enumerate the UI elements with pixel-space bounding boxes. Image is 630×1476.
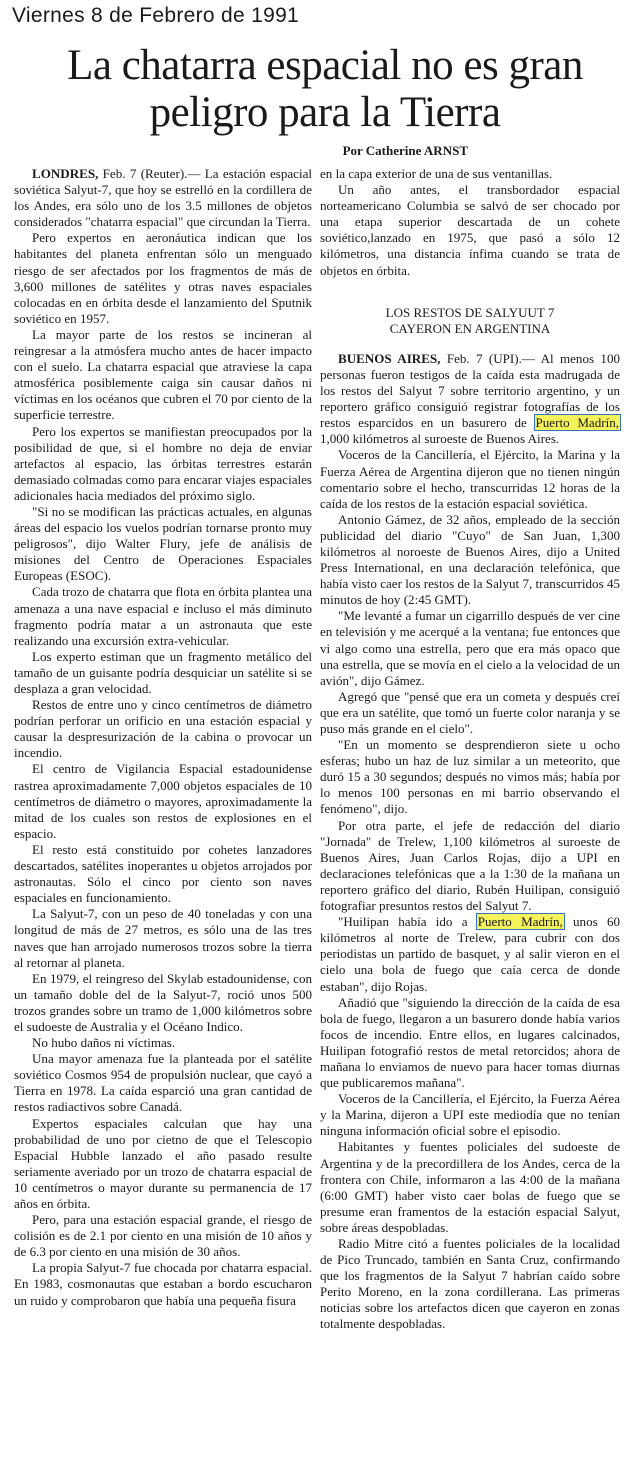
paragraph: Agregó que "pensé que era un cometa y después creí que era un satélite, que tomó un fuerte color naranja y se puso más grande en el cielo". [320,688,620,736]
paragraph: Radio Mitre citó a fuentes policiales de la localidad de Pico Truncado, también en Santa Cruz, confirmando que los fragmentos de la Salyut 7 habrían caído sobre Perito Moreno, en la zona cordillerana. Las primeras noticias sobre los artefactos dicen que cayeron en zonas totalmente despobladas. [320,1236,620,1332]
paragraph: El centro de Vigilancia Espacial estadounidense rastrea aproximadamente 7,000 objetos espaciales de 10 centímetros de diámetro o mayores, aproximadamente la mitad de los cuales son restos de explosiones en el espacio. [14,761,312,841]
paragraph: Los experto estiman que un fragmento metálico del tamaño de un guisante podría desquiciar un satélite si se desplaza a gran velocidad. [14,648,312,696]
paragraph: Antonio Gámez, de 32 años, empleado de la sección publicidad del diario "Cuyo" de San Juan, 1,300 kilómetros al noroeste de Buenos Aires, dijo a United Press International, en una declaración telefónica, que había visto caer los restos de la Salyut 7, transcurridos 45 minutos de hoy (2:45 GMT). [320,511,620,608]
paragraph: Expertos espaciales calculan que hay una probabilidad de uno por cietno de que el Telescopio Espacial Hubble lanzado el año pasado resulte seriamente averiado por un trozo de chatarra espacial de 10 centímetros o mayor durante su permanencia de 17 años en órbita. [14,1115,312,1211]
dateline-london: LONDRES, [32,166,99,181]
paragraph-text: Feb. 7 (Reuter).— La estación espacial soviética Salyut-7, que hoy se estrelló en la cordillera de los Andes, era sólo uno de los 3.5 millones de objetos considerados "chatarra espacial" que circundan la Tierra. [14,166,312,230]
headline: La chatarra espacial no es gran peligro para la Tierra [67,42,583,136]
paragraph: Cada trozo de chatarra que flota en órbita plantea una amenaza a una nave espacial e incluso el más diminuto fragmento podría matar a un astronauta que este realizando una excursión extra-vehicular. [14,584,312,648]
paragraph: Pero los expertos se manifiestan preocupados por la posibilidad de que, si el hombre no deja de enviar artefactos al espacio, las órbitas terrestres estarán demasiado colmadas como para encarar viajes espaciales adicionales hacia mediados del próximo siglo. [14,423,312,503]
byline: Por Catherine ARNST [342,143,468,158]
article-column-right [320,166,620,1333]
paragraph: en la capa exterior de una de sus ventanillas. [320,166,553,181]
paragraph: La mayor parte de los restos se incineran al reingresar a la atmósfera mucho antes de hacer impacto con el suelo. La chatarra espacial que atraviese la capa atmosférica posiblemente caiga sin causar daños ni víctimas en los océanos que cubren el 70 por ciento de la superficie terrestre. [14,326,312,423]
paragraph: La propia Salyut-7 fue chocada por chatarra espacial. En 1983, cosmonautas que estaban a bordo escucharon un ruido y comprobaron que había una pequeña fisura [14,1260,312,1308]
subheading-line-2: CAYERON EN ARGENTINA [389,320,551,336]
subheading [320,305,620,337]
paragraph: Añadió que "siguiendo la dirección de la caída de esa bola de fuego, llegaron a un basurero donde había varios focos de incendio. Entre ellos, en lugares calcinados, Huilipan fotografió restos de metal retorcidos; ahora de mañana lo enviamos de nuevo para hacer tomas diurnas que publicaremos mañana". [320,994,620,1091]
article-column-left [14,166,312,1309]
paragraph: La Salyut-7, con un peso de 40 toneladas y con una longitud de más de 27 metros, es sólo una de las tres naves que han arrojado numerosos trozos sobre la tierra al retornar al planeta. [14,906,312,970]
paragraph: Pero, para una estación espacial grande, el riesgo de colisión es de 2.1 por ciento en una misión de 10 años y de 6.3 por ciento en una misión de 30 años. [14,1212,312,1260]
subheading-line-1: LOS RESTOS DE SALYUUT 7 [385,304,555,320]
dateline-buenos-aires: BUENOS AIRES, [338,350,441,366]
paragraph: Voceros de la Cancillería, el Ejército, la Marina y la Fuerza Aérea de Argentina dijeron que no tienen ningún comentario sobre el hecho, transcurridas 12 horas de la caída de los restos de la estación espacial soviética. [320,447,620,511]
paragraph: Habitantes y fuentes policiales del sudoeste de Argentina y de la precordillera de los Andes, cerca de la frontera con Chile, informaron a las 4:00 de la mañana (6:00 GMT) haber visto caer bolas de fuego que se presume eran framentos de la estación espacial Salyut, sobre áreas despobladas. [320,1139,620,1235]
paragraph: Pero expertos en aeronáutica indican que los habitantes del planeta enfrentan sólo un menguado riesgo de ser afectados por los fragmentos de más de 3,600 millones de satélites y otras naves espaciales colocadas en en órbita desde el lanzamiento del Sputnik soviético en 1957. [14,230,312,326]
paragraph: En 1979, el reingreso del Skylab estadounidense, con un tamaño doble del de la Salyut-7, roció unos 500 trozos grandes sobre un tramo de 1,000 kilómetros sobre el sudoeste de Australia y el Océano Indico. [14,970,312,1034]
paragraph: No hubo daños ni víctimas. [32,1035,176,1051]
paragraph: Por otra parte, el jefe de redacción del diario "Jornada" de Trelew, 1,100 kilómetros al suroeste de Buenos Aires, Juan Carlos Rojas, dijo a UPI en declaraciones telefónicas que a la 1:30 de la mañana un reportero gráfico del diario, Rubén Huilipan, consiguió fotografiar presuntos restos del Salyut 7. [320,817,620,914]
paragraph [320,351,620,448]
paragraph: Un año antes, el transbordador espacial norteamericano Columbia se salvó de ser chocado por una etapa superior descartada de un cohete soviético,lanzado en 1975, que pasó a sólo 12 kilómetros, una distancia ínfima cuando se trata de objetos en órbita. [320,182,620,278]
paragraph [14,166,312,230]
paragraph: Una mayor amenaza fue la planteada por el satélite soviético Cosmos 954 de propulsión nuclear, que cayó a Tierra en 1978. La caída esparció una gran cantidad de restos radiactivos sobre Canadá. [14,1051,312,1115]
highlighted-place: Puerto Madrín, [535,415,620,431]
paragraph: El resto está constituido por cohetes lanzadores descartados, satélites inoperantes u objetos arrojados por astronautas. Sólo el cinco por ciento son naves espaciales en funcionamiento. [14,841,312,906]
paragraph: "En un momento se desprendieron siete u ocho esferas; hubo un haz de luz similar a un meteorito, que duró 15 a 30 segundos; después no vimos más; había por lo menos 100 personas en mi barrio observando el fenómeno", dijo. [320,737,620,817]
paragraph-text: Feb. 7 (UPI).— Al menos 100 personas fueron testigos de la caída esta madrugada de los restos del Salyut 7 sobre territorio argentino, y un reportero gráfico consiguió registrar fotografías de los restos esparcidos en un basurero de [320,350,620,431]
paragraph-text: unos 60 kilómetros al norte de Trelew, para cubrir con dos periodistas un partido de basquet, y al salir vieron en el cielo una bola de fuego que caía cerca de donde estaban", dijo Rojas. [320,914,620,994]
paragraph-text: 1,000 kilómetros al suroeste de Buenos Aires. [320,431,560,447]
paragraph: Voceros de la Cancillería, el Ejército, la Fuerza Aérea y la Marina, dijeron a UPI este mediodía que no tenían ninguna información oficial sobre el episodio. [320,1091,620,1139]
dateline: Viernes 8 de Febrero de 1991 [12,4,300,27]
paragraph: Restos de entre uno y cinco centímetros de diámetro podrían perforar un orificio en una estación espacial y causar la despresurización de la cabina o provocar un incendio. [14,697,312,761]
paragraph: "Me levanté a fumar un cigarrillo después de ver cine en televisión y me acerqué a la ventana; fue entonces que vi algo como una estrella, pero que era más opaco que una estrella, que se movía en el cielo a la velocidad de un avión", dijo Gámez. [320,608,620,688]
paragraph: "Si no se modifican las prácticas actuales, en algunas áreas del espacio los vuelos podrían tornarse pronto muy peligrosos", dijo Walter Flury, jefe de análisis de misiones del Centro de Operaciones Espaciales Europeas (ESOC). [14,503,312,584]
paragraph [320,914,620,994]
paragraph-text: "Huilipan había ido a [338,914,477,930]
highlighted-place: Puerto Madrín, [477,914,563,930]
